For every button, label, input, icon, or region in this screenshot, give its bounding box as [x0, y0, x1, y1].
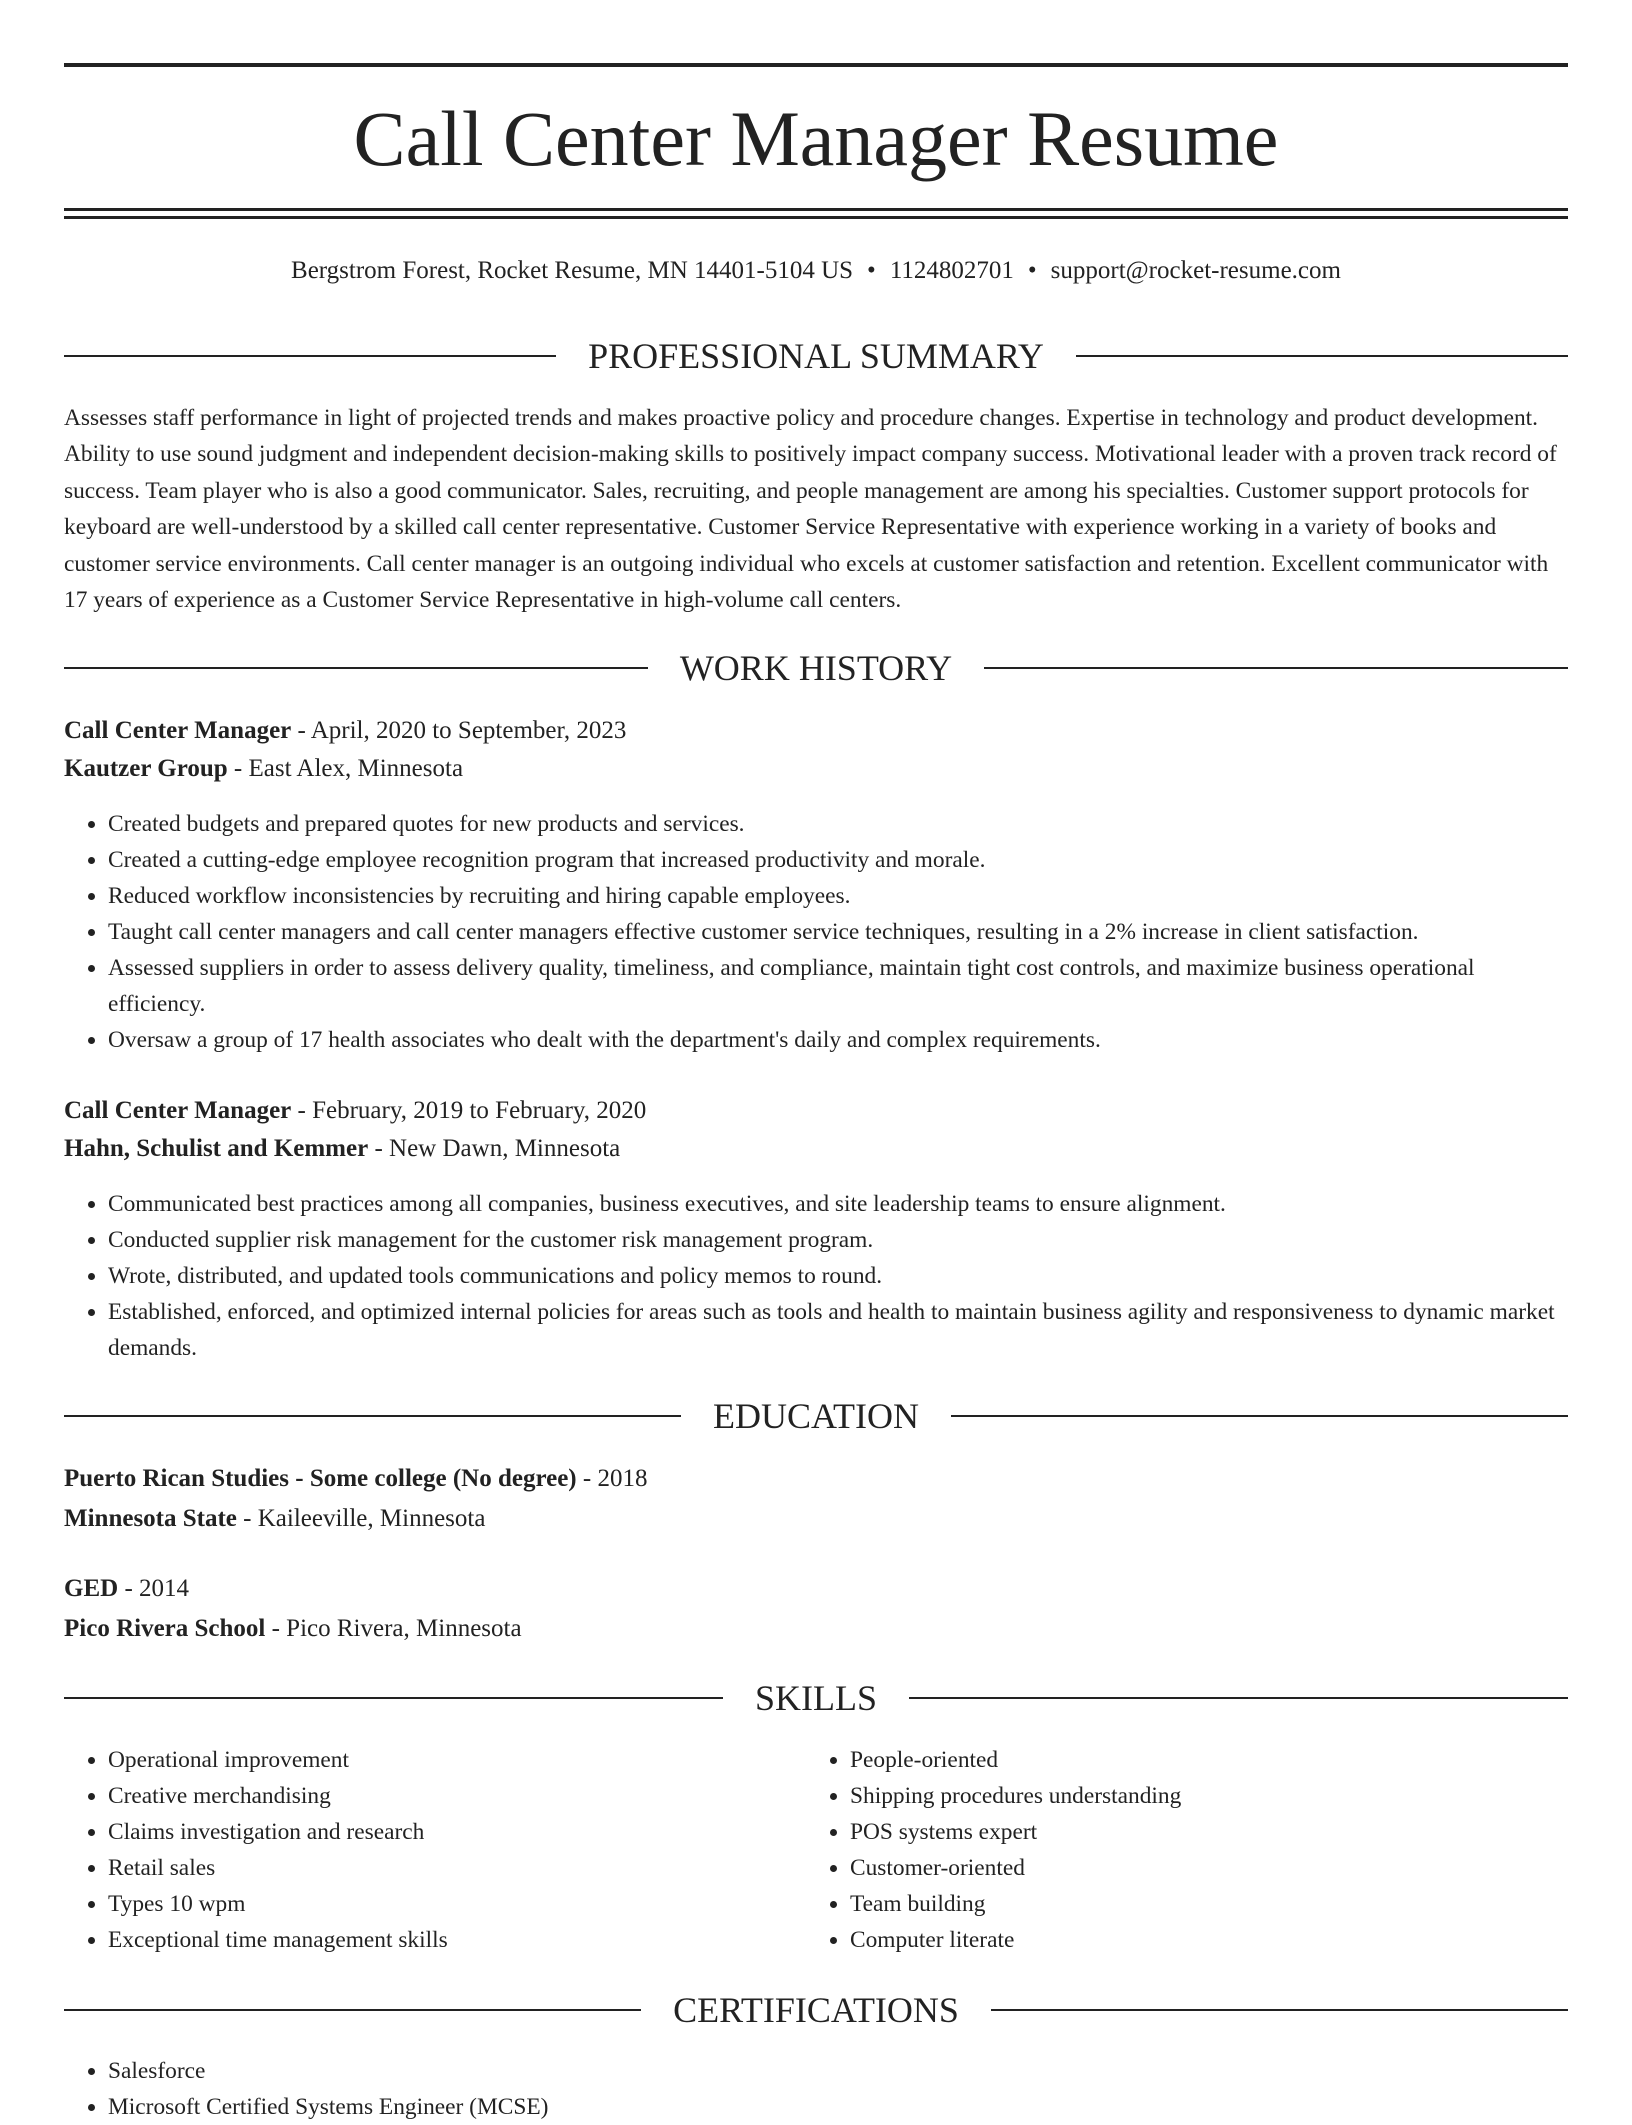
- section-rule: [991, 2009, 1568, 2011]
- list-item: • Claims investigation and research: [108, 1814, 764, 1850]
- section-rule: [64, 667, 648, 669]
- job-title: Call Center Manager: [64, 1097, 292, 1124]
- section-title-skills: SKILLS: [755, 1678, 878, 1718]
- education-year: - 2018: [576, 1465, 648, 1492]
- job-company: Kautzer Group: [64, 755, 228, 782]
- list-item: • Operational improvement: [108, 1742, 764, 1778]
- job-dates: - April, 2020 to September, 2023: [291, 717, 627, 744]
- job-company-line: [64, 1131, 1568, 1167]
- job-title-line: [64, 713, 1568, 749]
- title-rule-upper: [64, 208, 1568, 211]
- education-school: Pico Rivera School: [64, 1615, 266, 1642]
- job-company: Hahn, Schulist and Kemmer: [64, 1135, 369, 1162]
- contact-separator: •: [867, 257, 876, 284]
- list-item: • Established, enforced, and optimized internal policies for areas such as tools and health to maintain business agility and responsiveness to dynamic market demands.: [108, 1294, 1568, 1366]
- section-rule: [951, 1415, 1568, 1417]
- list-item: • Taught call center managers and call center managers effective customer service techniques, resulting in a 2% increase in client satisfaction.: [108, 914, 1568, 950]
- list-item: • Creative merchandising: [108, 1778, 764, 1814]
- job-title-line: [64, 1093, 1568, 1129]
- list-item: • Types 10 wpm: [108, 1886, 764, 1922]
- section-rule: [64, 355, 556, 357]
- list-item: • POS systems expert: [850, 1814, 1506, 1850]
- list-item: • Retail sales: [108, 1850, 764, 1886]
- list-item: • Created budgets and prepared quotes for new products and services.: [108, 806, 1568, 842]
- list-item: • Communicated best practices among all companies, business executives, and site leadership teams to ensure alignment.: [108, 1186, 1568, 1222]
- job-bullets: [64, 806, 1568, 1058]
- list-item: • Created a cutting-edge employee recognition program that increased productivity and morale.: [108, 842, 1568, 878]
- contact-separator: •: [1027, 257, 1037, 284]
- education-location: - Kaileeville, Minnesota: [236, 1505, 486, 1532]
- section-header-summary: [64, 334, 1568, 378]
- job-company-line: [64, 751, 1568, 787]
- section-title-work: WORK HISTORY: [679, 648, 953, 688]
- list-item: • Shipping procedures understanding: [850, 1778, 1506, 1814]
- section-header-certifications: [64, 1988, 1568, 2032]
- education-year: - 2014: [118, 1575, 190, 1602]
- education-degree: GED: [64, 1575, 119, 1602]
- section-header-work: [64, 646, 1568, 690]
- list-item: • Oversaw a group of 17 health associates who dealt with the department's daily and complex requirements.: [108, 1022, 1568, 1058]
- list-item: • Assessed suppliers in order to assess delivery quality, timeliness, and compliance, maintain tight cost controls, and maximize business operational efficiency.: [108, 950, 1568, 1022]
- skills-list-right: [806, 1742, 1506, 1958]
- section-title-summary: PROFESSIONAL SUMMARY: [588, 336, 1044, 376]
- education-location: - Pico Rivera, Minnesota: [265, 1615, 522, 1642]
- contact-address: Bergstrom Forest, Rocket Resume, MN 14401-5104 US: [291, 257, 854, 284]
- skills-list-left: [64, 1742, 764, 1958]
- job-bullets: [64, 1186, 1568, 1366]
- education-degree-line: [64, 1461, 1568, 1497]
- certifications-list: [64, 2053, 1568, 2125]
- list-item: • Microsoft Certified Systems Engineer (MCSE): [108, 2089, 1568, 2125]
- job-dates: - February, 2019 to February, 2020: [291, 1097, 647, 1124]
- list-item: • Conducted supplier risk management for the customer risk management program.: [108, 1222, 1568, 1258]
- list-item: • Wrote, distributed, and updated tools communications and policy memos to round.: [108, 1258, 1568, 1294]
- list-item: • Exceptional time management skills: [108, 1922, 764, 1958]
- section-rule: [1076, 355, 1568, 357]
- list-item: • Salesforce: [108, 2053, 1568, 2089]
- job-location: - East Alex, Minnesota: [227, 755, 464, 782]
- summary-text: Assesses staff performance in light of projected trends and makes proactive policy and procedure changes. Expertise in technology and product development. Ability to use sound judgment and independent decision-making skills to positively impact company success. Motivational leader with a proven track record of success. Team player who is also a good communicator. Sales, recruiting, and people management are among his specialties. Customer support protocols for keyboard are well-understood by a skilled call center representative. Customer Service Representative with experience working in a variety of books and customer service environments. Call center manager is an outgoing individual who excels at customer satisfaction and retention. Excellent communicator with 17 years of experience as a Customer Service Representative in high-volume call centers.: [64, 405, 1557, 614]
- section-rule: [64, 1415, 681, 1417]
- section-header-skills: [64, 1676, 1568, 1720]
- contact-line: [64, 255, 1568, 287]
- section-header-education: [64, 1394, 1568, 1438]
- list-item: • Customer-oriented: [850, 1850, 1506, 1886]
- section-title-education: EDUCATION: [713, 1396, 919, 1436]
- education-degree: Puerto Rican Studies - Some college (No degree): [64, 1465, 577, 1492]
- contact-email: support@rocket-resume.com: [1050, 257, 1341, 284]
- education-school-line: [64, 1611, 1568, 1647]
- top-rule: [64, 63, 1568, 67]
- section-rule: [64, 1697, 723, 1699]
- list-item: • Team building: [850, 1886, 1506, 1922]
- education-school: Minnesota State: [64, 1505, 237, 1532]
- page-title: Call Center Manager Resume: [353, 95, 1279, 182]
- section-title-certifications: CERTIFICATIONS: [673, 1990, 959, 2030]
- list-item: • Computer literate: [850, 1922, 1506, 1958]
- list-item: • Reduced workflow inconsistencies by recruiting and hiring capable employees.: [108, 878, 1568, 914]
- job-title: Call Center Manager: [64, 717, 292, 744]
- contact-phone: 1124802701: [889, 257, 1014, 284]
- list-item: • People-oriented: [850, 1742, 1506, 1778]
- section-rule: [64, 2009, 641, 2011]
- section-rule: [909, 1697, 1568, 1699]
- job-location: - New Dawn, Minnesota: [368, 1135, 621, 1162]
- section-rule: [984, 667, 1568, 669]
- education-degree-line: [64, 1571, 1568, 1607]
- education-school-line: [64, 1501, 1568, 1537]
- title-rule-lower: [64, 216, 1568, 219]
